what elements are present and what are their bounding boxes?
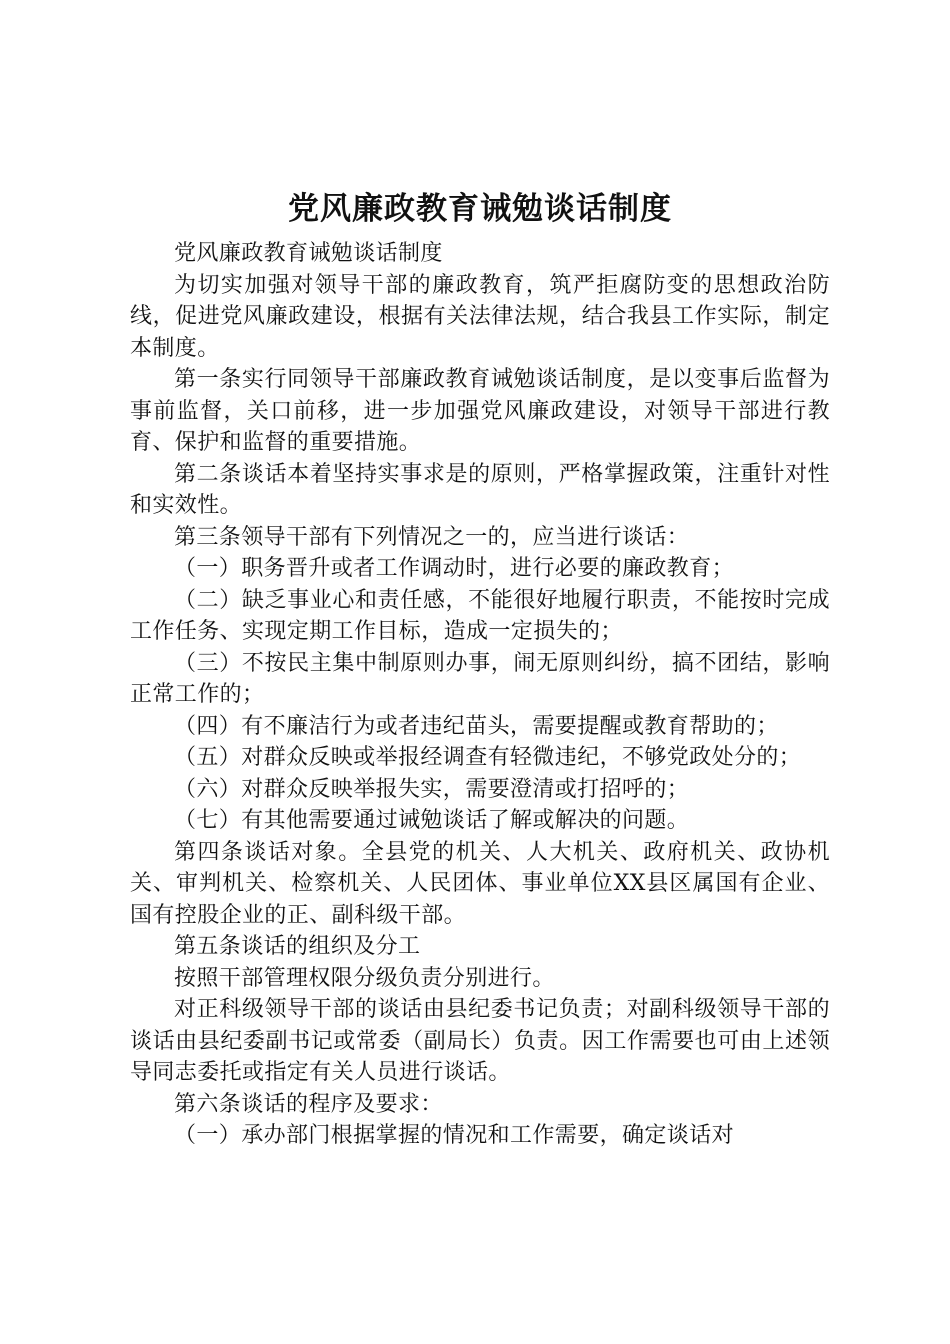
paragraph-article-6: 第六条谈话的程序及要求： <box>174 1091 443 1117</box>
document-page <box>130 186 830 1152</box>
paragraph-article-5: 第五条谈话的组织及分工 <box>174 934 421 959</box>
paragraph-article-6-item-1: （一）承办部门根据掌握的情况和工作需要，确定谈话对 <box>174 1123 735 1148</box>
paragraph-article-2: 第二条谈话本着坚持实事求是的原则，严格掌握政策，注重针对性和实效性。 <box>130 461 830 518</box>
paragraph-article-5-body: 按照干部管理权限分级负责分别进行。 <box>174 965 555 991</box>
paragraph-item-7: （七）有其他需要通过诫勉谈话了解或解决的问题。 <box>174 808 690 833</box>
paragraph-item-2: （二）缺乏事业心和责任感，不能很好地履行职责，不能按时完成工作任务、实现定期工作目标，造成一定损失的； <box>130 587 830 644</box>
paragraph-item-5: （五）对群众反映或举报经调查有轻微违纪，不够党政处分的； <box>174 745 802 770</box>
paragraph-item-1: （一）职务晋升或者工作调动时，进行必要的廉政教育； <box>174 556 735 581</box>
paragraph-subtitle: 党风廉政教育诫勉谈话制度 <box>174 241 443 266</box>
paragraph-article-5-detail: 对正科级领导干部的谈话由县纪委书记负责；对副科级领导干部的谈话由县纪委副书记或常委（副局长）负责。因工作需要也可由上述领导同志委托或指定有关人员进行谈话。 <box>130 997 830 1085</box>
document-title: 党风廉政教育诫勉谈话制度 <box>288 191 672 227</box>
paragraph-article-1: 第一条实行同领导干部廉政教育诫勉谈话制度，是以变事后监督为事前监督，关口前移，进一步加强党风廉政建设，对领导干部进行教育、保护和监督的重要措施。 <box>130 367 830 455</box>
paragraph-item-4: （四）有不廉洁行为或者违纪苗头，需要提醒或教育帮助的； <box>174 713 779 739</box>
paragraph-article-3: 第三条领导干部有下列情况之一的，应当进行谈话： <box>174 524 690 550</box>
paragraph-preamble: 为切实加强对领导干部的廉政教育，筑严拒腐防变的思想政治防线，促进党风廉政建设，根据有关法律法规，结合我县工作实际，制定本制度。 <box>130 272 830 361</box>
paragraph-item-6: （六）对群众反映举报失实，需要澄清或打招呼的； <box>174 776 690 802</box>
paragraph-item-3: （三）不按民主集中制原则办事，闹无原则纠纷，搞不团结，影响正常工作的； <box>130 650 830 707</box>
paragraph-article-4: 第四条谈话对象。全县党的机关、人大机关、政府机关、政协机关、审判机关、检察机关、人民团体、事业单位XX县区属国有企业、国有控股企业的正、副科级干部。 <box>130 839 830 928</box>
